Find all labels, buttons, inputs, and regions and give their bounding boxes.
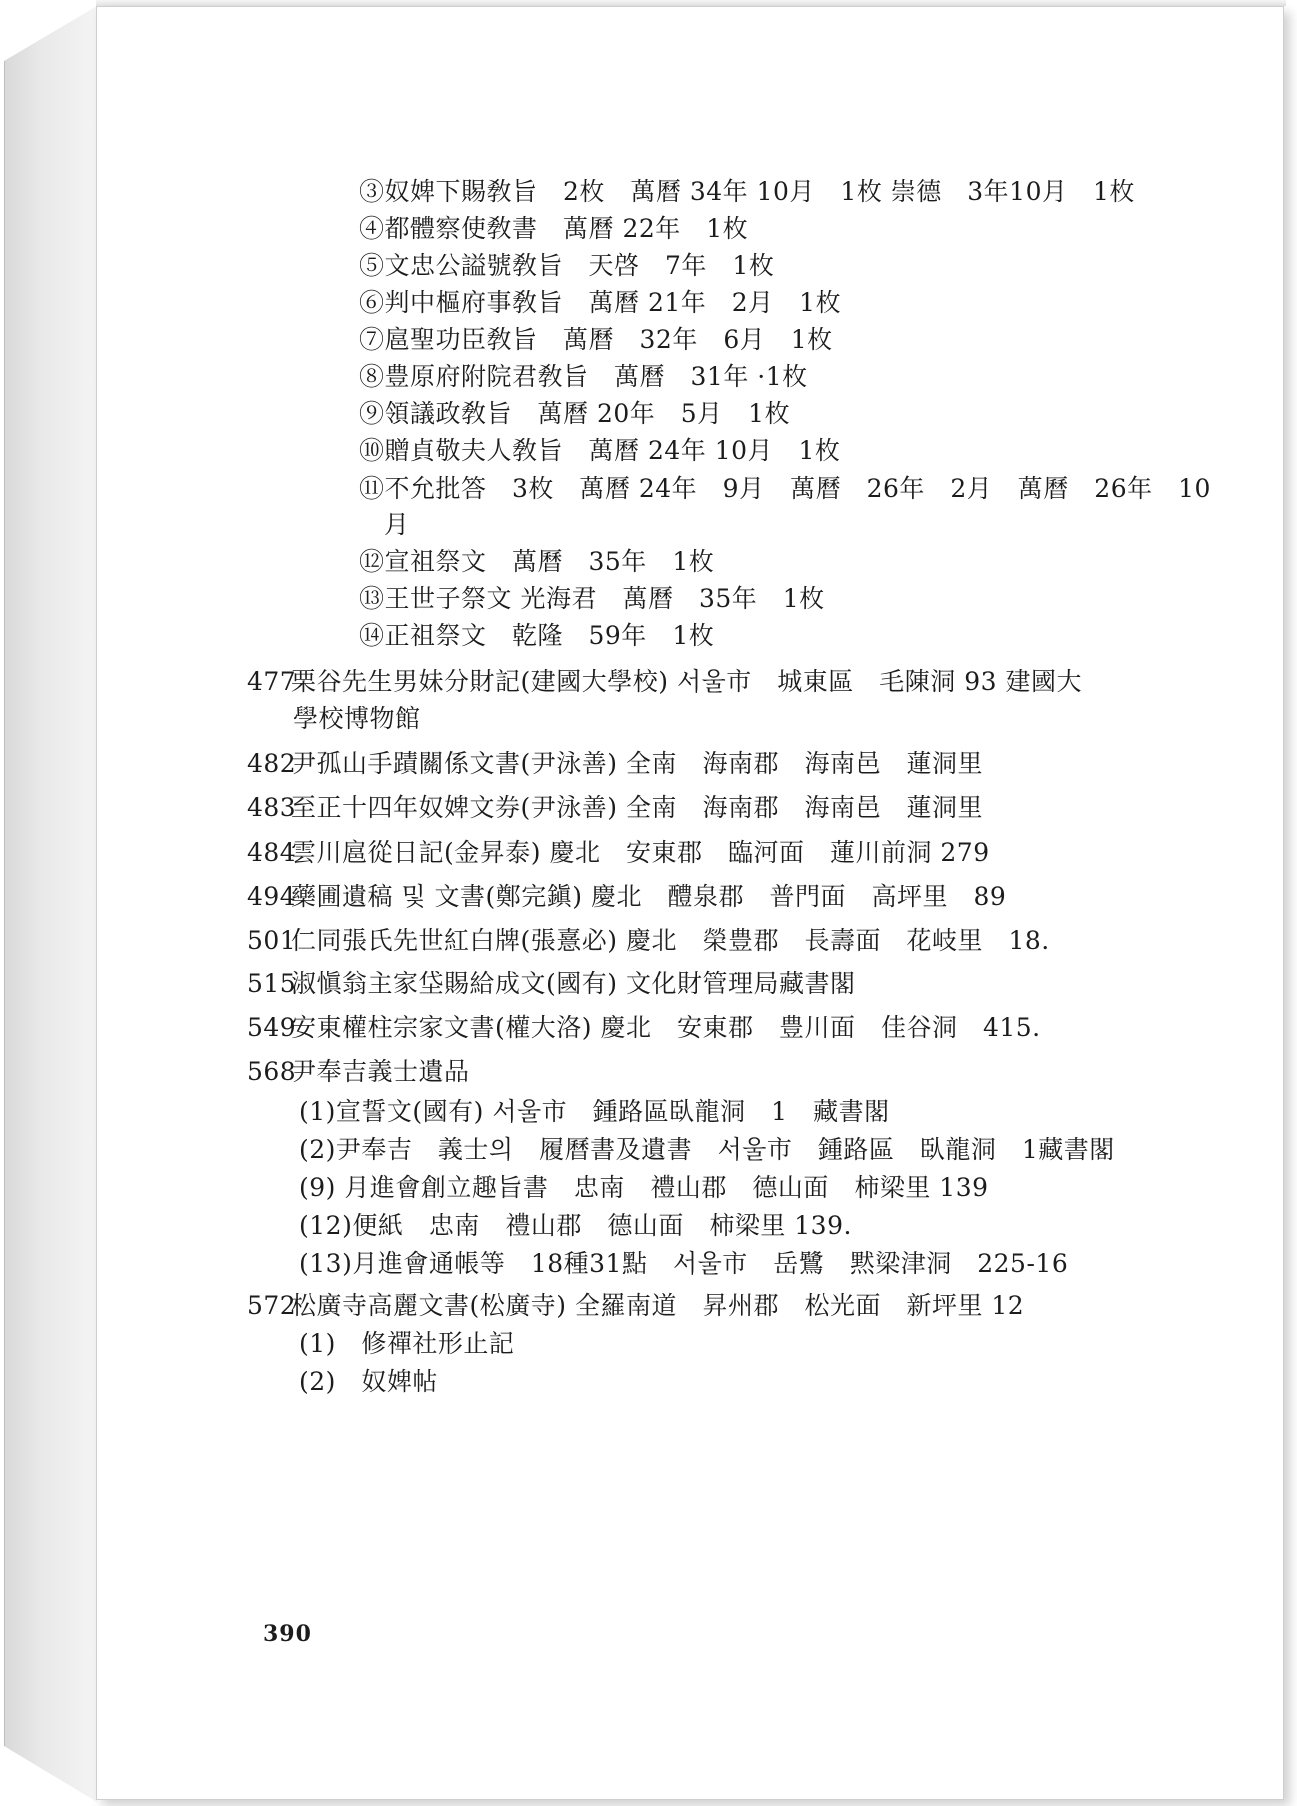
- entry-text: 尹孤山手蹟關係文書(尹泳善) 全南 海南郡 海南邑 蓮洞里: [291, 749, 983, 778]
- entry-row: [247, 1057, 470, 1087]
- entry-number: 483: [247, 793, 297, 822]
- entry-text: 藥圃遺稿 및 文書(鄭完鎭) 慶北 醴泉郡 普門面 高坪里 89: [291, 882, 1007, 911]
- entry-row: [247, 749, 983, 779]
- entry-number: 477: [247, 667, 297, 696]
- sub-item: ⑨領議政敎旨 萬曆 20年 5月 1枚: [359, 399, 791, 428]
- entry-row: [247, 926, 1050, 956]
- entry-row: [247, 1291, 1024, 1321]
- paren-item: (13)月進會通帳等 18種31點 서울市 岳鷺 黙梁津洞 225-16: [299, 1249, 1069, 1278]
- book-page: [96, 6, 1284, 1800]
- entry-number: 494: [247, 882, 297, 911]
- entry-text: 淑愼翁主家垈賜給成文(國有) 文化財管理局藏書閣: [291, 969, 856, 998]
- sub-item: ⑤文忠公謚號敎旨 天啓 7年 1枚: [359, 251, 775, 280]
- entry-text: 松廣寺高麗文書(松廣寺) 全羅南道 昇州郡 松光面 新坪里 12: [291, 1291, 1025, 1320]
- entry-text: 安東權柱宗家文書(權大洛) 慶北 安東郡 豊川面 佳谷洞 415.: [291, 1013, 1041, 1042]
- entry-text: 尹奉吉義士遺品: [291, 1057, 470, 1086]
- entry-row: [247, 793, 983, 823]
- sub-item: ⑫宣祖祭文 萬曆 35年 1枚: [359, 547, 715, 576]
- sub-item: ⑬王世子祭文 光海君 萬曆 35年 1枚: [359, 584, 825, 613]
- entry-continuation: 學校博物館: [293, 704, 421, 733]
- page-number: 390: [263, 1621, 312, 1647]
- entry-text: 雲川扈從日記(金昇泰) 慶北 安東郡 臨河面 蓮川前洞 279: [291, 838, 990, 867]
- entry-row: [247, 1013, 1041, 1043]
- paren-item: (2)尹奉吉 義士의 履曆書及遺書 서울市 鍾路區 臥龍洞 1藏書閣: [299, 1135, 1115, 1164]
- page-content: [97, 7, 1283, 1799]
- book-page-stack: [4, 6, 97, 1802]
- sub-item-continuation: 月: [384, 510, 410, 539]
- sub-item: ⑦扈聖功臣敎旨 萬曆 32年 6月 1枚: [359, 325, 833, 354]
- entry-text: 仁同張氏先世紅白牌(張憙必) 慶北 榮豊郡 長壽面 花岐里 18.: [291, 926, 1050, 955]
- paren-item: (9) 月進會創立趣旨書 忠南 禮山郡 德山面 柿梁里 139: [299, 1173, 989, 1202]
- sub-item: ⑭正祖祭文 乾隆 59年 1枚: [359, 621, 715, 650]
- entry-number: 484: [247, 838, 297, 867]
- sub-item: ③奴婢下賜敎旨 2枚 萬曆 34年 10月 1枚 崇德 3年10月 1枚: [359, 177, 1135, 206]
- sub-item: ⑩贈貞敬夫人敎旨 萬曆 24年 10月 1枚: [359, 436, 841, 465]
- entry-text: 至正十四年奴婢文券(尹泳善) 全南 海南郡 海南邑 蓮洞里: [291, 793, 983, 822]
- entry-row: [247, 969, 855, 999]
- entry-number: 501: [247, 926, 297, 955]
- paren-item: (12)便紙 忠南 禮山郡 德山面 柿梁里 139.: [299, 1211, 852, 1240]
- sub-item: ⑧豊原府附院君敎旨 萬曆 31年 ·1枚: [359, 362, 808, 391]
- entry-number: 515: [247, 969, 297, 998]
- entry-row: [247, 667, 1082, 697]
- entry-number: 568: [247, 1057, 297, 1086]
- entry-row: [247, 838, 990, 868]
- entry-text: 栗谷先生男妹分財記(建國大學校) 서울市 城東區 毛陳洞 93 建國大: [291, 667, 1082, 696]
- entry-number: 482: [247, 749, 297, 778]
- entry-number: 572: [247, 1291, 297, 1320]
- paren-item: (1)宣誓文(國有) 서울市 鍾路區臥龍洞 1 藏書閣: [299, 1097, 890, 1126]
- sub-item: ⑪不允批答 3枚 萬曆 24年 9月 萬曆 26年 2月 萬曆 26年 10: [359, 474, 1211, 503]
- entry-row: [247, 882, 1006, 912]
- entry-number: 549: [247, 1013, 297, 1042]
- paren-item: (2) 奴婢帖: [299, 1367, 438, 1396]
- sub-item: ⑥判中樞府事敎旨 萬曆 21年 2月 1枚: [359, 288, 842, 317]
- paren-item: (1) 修禪社形止記: [299, 1329, 515, 1358]
- sub-item: ④都體察使敎書 萬曆 22年 1枚: [359, 214, 749, 243]
